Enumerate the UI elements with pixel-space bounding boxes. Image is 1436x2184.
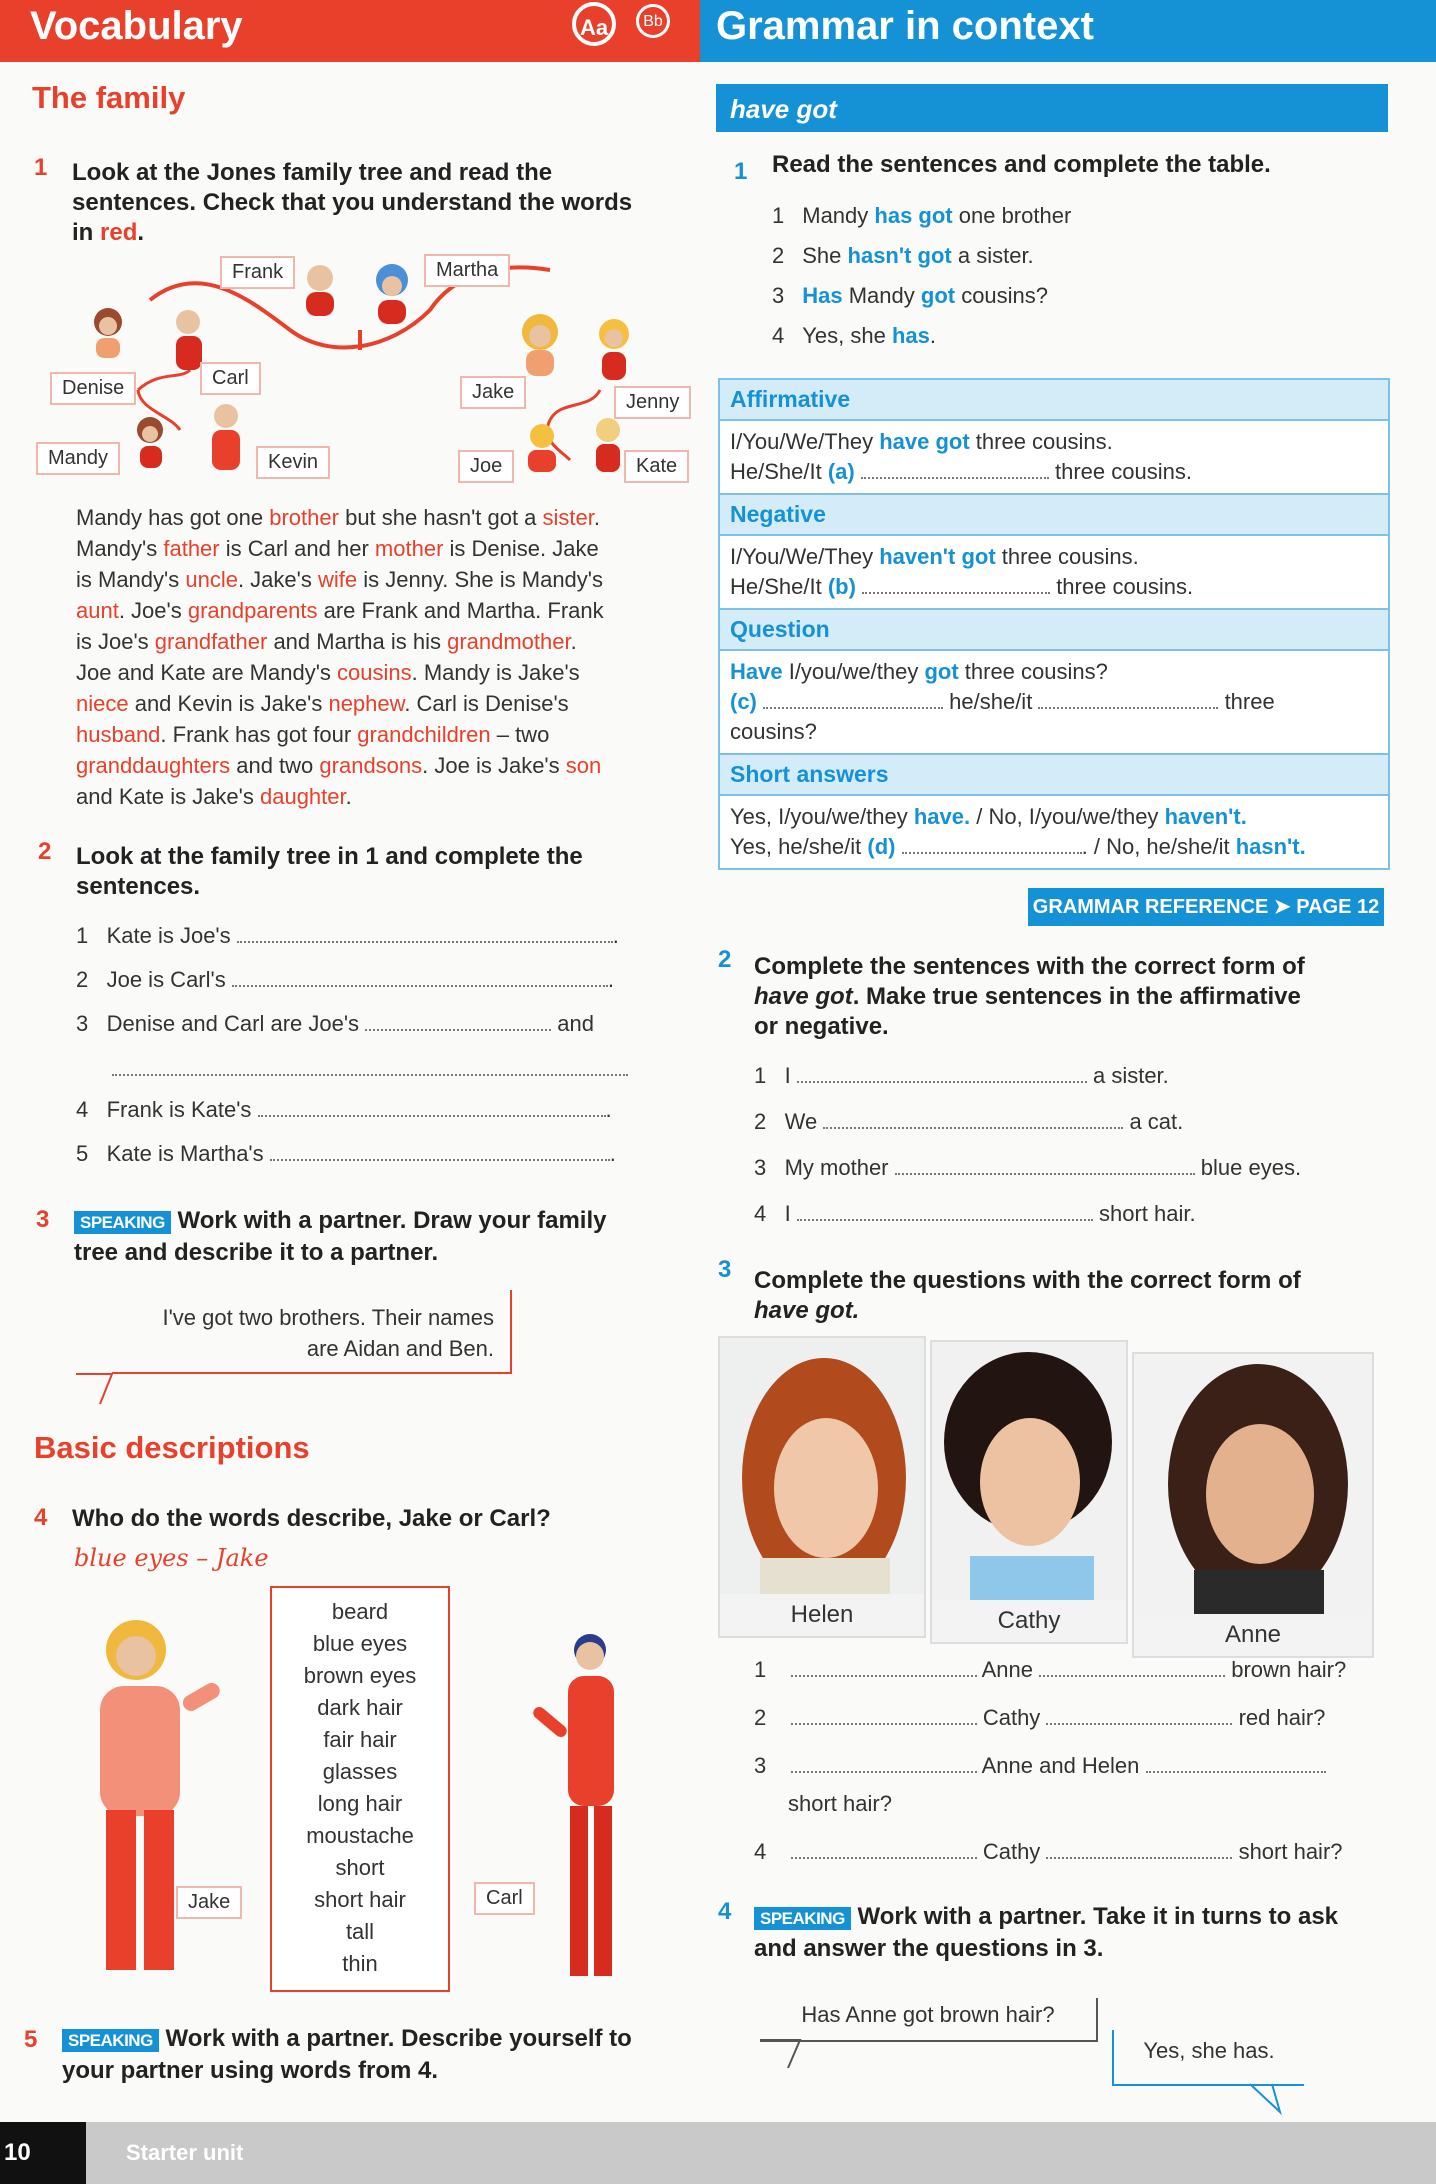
vocab-word: sister xyxy=(542,505,594,530)
vocab-word: grandmother xyxy=(447,629,571,654)
vocab-word: grandparents xyxy=(187,598,318,623)
ex2-item-1: 1 Kate is Joe's . xyxy=(76,923,619,948)
g-ex1-sentence: 4 Yes, she has. xyxy=(772,323,936,348)
ex1-number: 1 xyxy=(34,154,48,181)
answer-speech-bubble: Yes, she has. xyxy=(1112,2030,1304,2086)
tree-name-denise: Denise xyxy=(50,372,136,405)
ex2-item-5: 5 Kate is Martha's . xyxy=(76,1141,616,1166)
g-ex2-item-2: 2 We a cat. xyxy=(754,1109,1184,1134)
vocab-word: daughter xyxy=(259,784,346,809)
g-ex2-item-1: 1 I a sister. xyxy=(754,1063,1169,1088)
answer-blank[interactable] xyxy=(232,985,608,987)
answer-blank-b[interactable] xyxy=(862,592,1050,594)
frank-figure-icon xyxy=(306,265,334,316)
answer-blank[interactable] xyxy=(823,1127,1123,1129)
speaking-badge: SPEAKING xyxy=(62,2029,159,2052)
anne-portrait-icon xyxy=(1134,1354,1372,1614)
g-ex3-item-4: 4 Cathy short hair? xyxy=(754,1839,1343,1864)
vocab-word: grandsons xyxy=(319,753,423,778)
ex3-instruction: SPEAKING Work with a partner. Draw your family tree and describe it to a partner. xyxy=(74,1207,607,1266)
word-list-item: tall xyxy=(345,1919,375,1944)
table-negative-rows: I/You/We/They haven't got three cousins. He/She/It (b) three cousins. xyxy=(720,536,1388,610)
g-ex1-sentence: 2 She hasn't got a sister. xyxy=(772,243,1034,268)
tree-name-jenny: Jenny xyxy=(614,386,691,419)
tree-name-martha: Martha xyxy=(424,254,510,287)
g-ex2-instruction: Complete the sentences with the correct form of have got. Make true sentences in the affirmative or negative. xyxy=(754,953,1305,1040)
g-ex4-number: 4 xyxy=(718,1898,732,1925)
speech-bubble-tail-icon xyxy=(1250,2082,1310,2116)
answer-blank[interactable] xyxy=(1039,1675,1225,1677)
tree-name-mandy: Mandy xyxy=(36,442,120,475)
jake-label: Jake xyxy=(176,1886,242,1919)
vocabulary-title: Vocabulary xyxy=(30,4,243,48)
passage-line: niece and Kevin is Jake's nephew. Carl is Denise's xyxy=(76,691,569,716)
word-list-item: short hair xyxy=(314,1887,406,1912)
table-affirmative-header: Affirmative xyxy=(720,380,1388,421)
answer-blank[interactable] xyxy=(258,1115,606,1117)
word-list-item: short xyxy=(335,1855,385,1880)
g-ex1-number: 1 xyxy=(734,158,748,185)
tree-name-kevin: Kevin xyxy=(256,446,330,479)
kate-figure-icon xyxy=(596,418,620,472)
g-ex2-number: 2 xyxy=(718,946,732,973)
table-negative-header: Negative xyxy=(720,495,1388,536)
carl-figure-icon xyxy=(176,310,202,370)
ex4-number: 4 xyxy=(34,1504,48,1531)
jake-figure-icon xyxy=(522,314,558,376)
ex2-number: 2 xyxy=(38,838,52,865)
vocab-word: wife xyxy=(317,567,358,592)
answer-blank-a[interactable] xyxy=(861,477,1049,479)
answer-blank[interactable] xyxy=(237,941,613,943)
vocab-word: son xyxy=(565,753,602,778)
passage-line: and Kate is Jake's daughter. xyxy=(76,784,352,809)
section-the-family: The family xyxy=(32,80,186,115)
family-passage xyxy=(76,502,696,812)
have-got-banner: have got xyxy=(716,84,1388,132)
g-ex3-number: 3 xyxy=(718,1256,732,1283)
answer-blank[interactable] xyxy=(791,1857,977,1859)
photo-helen: Helen xyxy=(718,1336,926,1638)
tree-name-joe: Joe xyxy=(458,450,514,483)
word-list-item: beard xyxy=(331,1599,389,1624)
passage-line: Mandy has got one brother but she hasn't got a sister. xyxy=(76,505,601,530)
g-ex3-item-3: 3 Anne and Helen xyxy=(754,1750,1394,1781)
answer-blank[interactable] xyxy=(791,1771,977,1773)
g-ex2-item-3: 3 My mother blue eyes. xyxy=(754,1155,1302,1180)
passage-line: Joe and Kate are Mandy's cousins. Mandy is Jake's xyxy=(76,660,580,685)
photo-anne: Anne xyxy=(1132,1352,1374,1658)
speech-bubble-tail-icon xyxy=(760,2038,830,2072)
grammar-title: Grammar in context xyxy=(716,4,1094,48)
vocab-word: niece xyxy=(76,691,129,716)
passage-line: granddaughters and two grandsons. Joe is Jake's son xyxy=(76,753,602,778)
speech-bubble-tail-icon xyxy=(76,1372,156,1408)
g-ex4-instruction: SPEAKING Work with a partner. Take it in turns to ask and answer the questions in 3. xyxy=(754,1903,1339,1962)
word-list-box xyxy=(270,1586,450,1992)
g-ex1-sentence: 1 Mandy has got one brother xyxy=(772,203,1072,228)
ex3-speech-bubble: I've got two brothers. Their names are Aidan and Ben. xyxy=(112,1290,512,1374)
bb-icon: Bb xyxy=(636,4,670,38)
answer-blank-d[interactable] xyxy=(902,852,1082,854)
joe-figure-icon xyxy=(528,424,556,472)
answer-blank[interactable] xyxy=(112,1044,628,1076)
ex5-instruction: SPEAKING Work with a partner. Describe yourself to your partner using words from 4. xyxy=(62,2025,632,2084)
question-speech-bubble: Has Anne got brown hair? xyxy=(760,1998,1098,2042)
g-ex2-item-4: 4 I short hair. xyxy=(754,1201,1196,1226)
g-ex1-sentences xyxy=(772,196,1071,356)
word-list-item: moustache xyxy=(306,1823,414,1848)
g-ex1-sentence: 3 Has Mandy got cousins? xyxy=(772,283,1049,308)
answer-blank-c[interactable] xyxy=(763,707,943,709)
passage-line: Mandy's father is Carl and her mother is Denise. Jake xyxy=(76,536,599,561)
photo-cathy: Cathy xyxy=(930,1340,1128,1644)
word-list-item: glasses xyxy=(322,1759,398,1784)
vocab-word: uncle xyxy=(185,567,238,592)
helen-portrait-icon xyxy=(720,1338,924,1594)
carl-illustration-icon xyxy=(510,1626,650,1986)
table-short-answers-rows: Yes, I/you/we/they have. / No, I/you/we/they haven't. Yes, he/she/it (d) . / No, he/she/it hasn't. xyxy=(720,796,1388,868)
vocab-word: grandchildren xyxy=(357,722,491,747)
answer-blank[interactable] xyxy=(1046,1857,1232,1859)
vocab-word: cousins xyxy=(337,660,412,685)
passage-line: aunt. Joe's grandparents are Frank and Martha. Frank xyxy=(76,598,604,623)
answer-blank[interactable] xyxy=(797,1081,1087,1083)
word-list-item: blue eyes xyxy=(312,1631,408,1656)
vocab-word: father xyxy=(163,536,220,561)
martha-figure-icon xyxy=(376,264,408,324)
table-question-rows: Have I/you/we/they got three cousins? (c) he/she/it three cousins? xyxy=(720,651,1388,755)
word-list-item: brown eyes xyxy=(303,1663,417,1688)
table-short-answers-header: Short answers xyxy=(720,755,1388,796)
g-ex3-item-2: 2 Cathy red hair? xyxy=(754,1705,1326,1730)
word-list-item: long hair xyxy=(317,1791,403,1816)
tree-name-carl: Carl xyxy=(200,362,261,395)
vocab-word: husband xyxy=(76,722,161,747)
answer-blank[interactable] xyxy=(895,1173,1195,1175)
section-basic-descriptions: Basic descriptions xyxy=(34,1430,310,1465)
ex2-item-3: 3 Denise and Carl are Joe's and xyxy=(76,1011,595,1036)
g-ex3-item-3-tail: short hair? xyxy=(788,1791,892,1816)
answer-blank[interactable] xyxy=(1046,1723,1232,1725)
g-ex3-instruction: Complete the questions with the correct form of have got. xyxy=(754,1267,1301,1324)
mandy-figure-icon xyxy=(137,417,163,468)
vocab-word: aunt xyxy=(76,598,119,623)
answer-blank[interactable] xyxy=(1146,1771,1326,1773)
vocab-word: nephew xyxy=(328,691,405,716)
vocab-word: grandfather xyxy=(154,629,268,654)
tree-name-jake: Jake xyxy=(460,376,526,409)
word-list-item: thin xyxy=(342,1951,378,1976)
g-ex1-instruction: Read the sentences and complete the table. xyxy=(772,151,1271,178)
answer-blank[interactable] xyxy=(270,1159,610,1161)
answer-blank[interactable] xyxy=(791,1675,977,1677)
kevin-figure-icon xyxy=(212,404,240,470)
table-question-header: Question xyxy=(720,610,1388,651)
family-tree xyxy=(30,240,690,480)
ex5-number: 5 xyxy=(24,2026,38,2053)
tree-name-frank: Frank xyxy=(220,256,295,289)
speaking-badge: SPEAKING xyxy=(754,1907,851,1930)
answer-blank[interactable] xyxy=(365,1029,551,1031)
ex2-item-2: 2 Joe is Carl's . xyxy=(76,967,614,992)
ex1-instruction: Look at the Jones family tree and read the sentences. Check that you understand the words in red. xyxy=(72,159,633,246)
word-list-item: fair hair xyxy=(323,1727,397,1752)
denise-figure-icon xyxy=(94,308,122,358)
have-got-table xyxy=(718,378,1390,870)
grammar-header xyxy=(700,0,1436,62)
vocab-word: granddaughters xyxy=(76,753,231,778)
vocabulary-header xyxy=(0,0,700,62)
vocab-word: brother xyxy=(269,505,339,530)
unit-label: Starter unit xyxy=(126,2140,244,2165)
g-ex3-item-1: 1 Anne brown hair? xyxy=(754,1657,1347,1682)
page-number: 10 xyxy=(0,2122,86,2184)
jenny-figure-icon xyxy=(599,319,629,380)
speaking-badge: SPEAKING xyxy=(74,1211,171,1234)
cathy-portrait-icon xyxy=(932,1342,1126,1600)
passage-line: is Mandy's uncle. Jake's wife is Jenny. She is Mandy's xyxy=(76,567,603,592)
magnifier-aa-icon: Aa xyxy=(572,2,616,46)
passage-line: is Joe's grandfather and Martha is his grandmother. xyxy=(76,629,577,654)
answer-blank[interactable] xyxy=(791,1723,977,1725)
table-affirmative-rows: I/You/We/They have got three cousins. He/She/It (a) three cousins. xyxy=(720,421,1388,495)
passage-line: husband. Frank has got four grandchildren – two xyxy=(76,722,550,747)
jake-illustration-icon xyxy=(60,1610,240,1990)
word-list-item: dark hair xyxy=(317,1695,403,1720)
ex4-instruction: Who do the words describe, Jake or Carl? xyxy=(72,1505,551,1532)
grammar-reference-link[interactable]: GRAMMAR REFERENCE ➤ PAGE 12 xyxy=(1028,888,1384,926)
ex4-example: blue eyes – Jake xyxy=(74,1544,269,1572)
answer-blank[interactable] xyxy=(797,1219,1093,1221)
ex2-instruction: Look at the family tree in 1 and complete the sentences. xyxy=(76,843,583,900)
ex2-item-4: 4 Frank is Kate's . xyxy=(76,1097,612,1122)
tree-name-kate: Kate xyxy=(624,450,689,483)
vocab-word: mother xyxy=(374,536,444,561)
carl-label: Carl xyxy=(474,1882,535,1915)
answer-blank-c2[interactable] xyxy=(1038,707,1218,709)
ex3-number: 3 xyxy=(36,1206,50,1233)
